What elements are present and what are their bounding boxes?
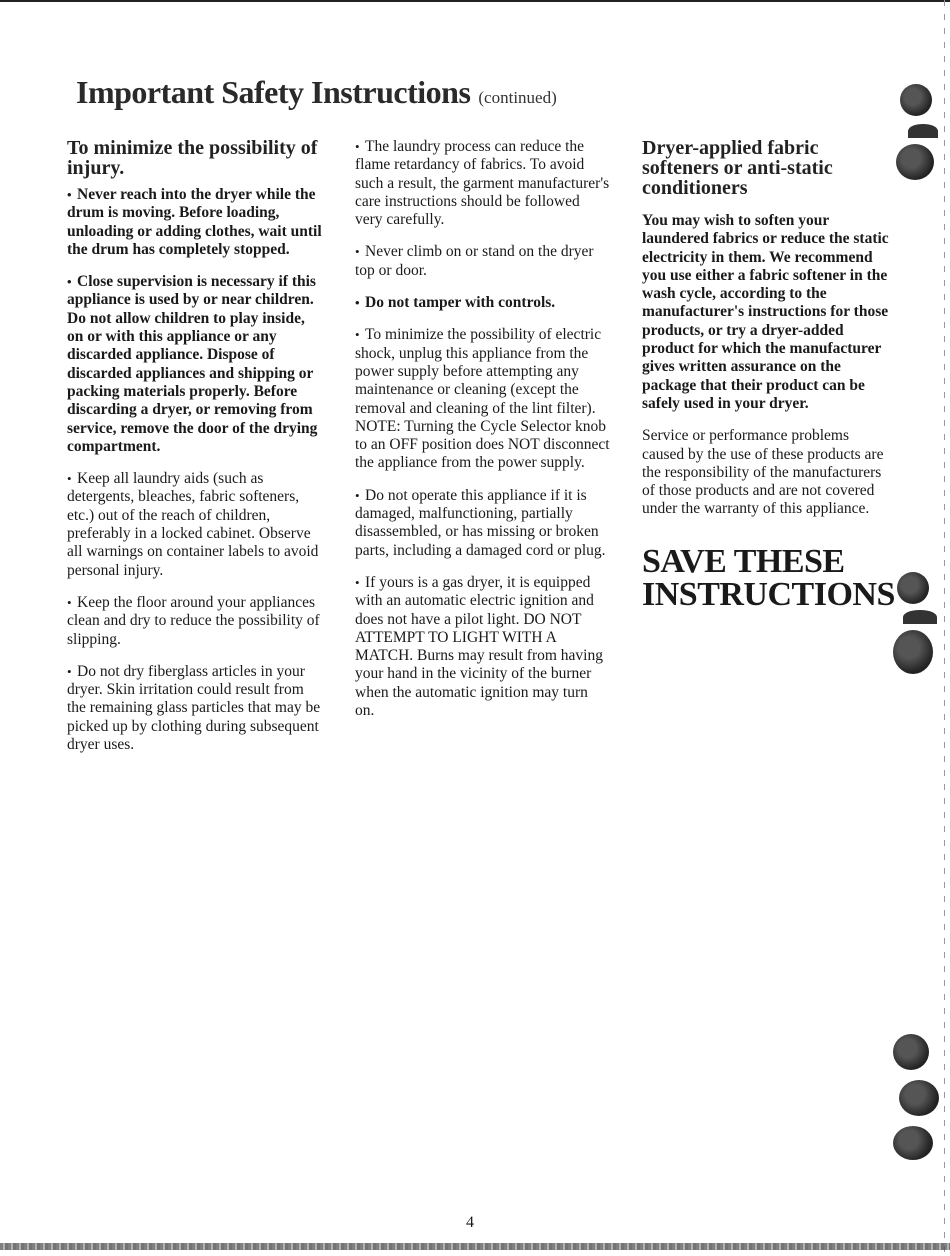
page-title-main: Important Safety Instructions — [76, 74, 471, 110]
softeners-paragraph: You may wish to soften your laundered fabrics or reduce the static electricity in them. We recommend you use either a fabric softener in the wash cycle, according to the manufacturer's instructions for those products, or try a dryer-added product for which the manufacturer gives written assurance on the package that their product can be safely used in your dryer. — [642, 212, 889, 412]
bullet-icon: • — [355, 574, 360, 590]
bullet-icon: • — [67, 471, 72, 487]
service-paragraph: Service or performance problems caused by the use of these products are the responsibility of the manufacturers of those products and are not covered under the warranty of this appliance. — [642, 427, 884, 518]
item-text: Keep all laundry aids (such as detergents, bleaches, fabric softeners, etc.) out of the reach of children, preferably in a locked cabinet. Observe all warnings on container labels to avoid personal injury. — [67, 470, 319, 579]
item-text: Do not dry fiberglass articles in your dryer. Skin irritation could result from the remaining glass particles that may be picked up by clothing during subsequent dryer uses. — [67, 662, 321, 754]
save-line-1: SAVE THESE — [642, 542, 845, 580]
softeners-heading: Dryer-applied fabric softeners or anti-static conditioners — [642, 137, 833, 199]
list-item — [67, 273, 325, 456]
page-title-suffix: (continued) — [478, 88, 557, 107]
item-text: Do not operate this appliance if it is damaged, malfunctioning, partially disassembled, or has missing or broken parts, including a damaged cord or plug. — [355, 486, 606, 559]
ge-monogram-fragment-icon — [893, 572, 943, 680]
list-item — [355, 487, 610, 560]
bullet-icon: • — [67, 187, 72, 202]
item-text: Keep the floor around your appliances clean and dry to reduce the possibility of slipping. — [67, 593, 320, 648]
bullet-icon: • — [355, 295, 360, 311]
monogram-dot — [893, 1034, 929, 1070]
monogram-dot — [893, 630, 933, 674]
list-item — [355, 243, 610, 280]
column-injury — [67, 138, 325, 768]
list-item — [355, 138, 610, 229]
list-item — [355, 294, 610, 312]
top-border-rule — [0, 0, 950, 2]
item-text: To minimize the possibility of electric shock, unplug this appliance from the power supply before attempting any maintenance or cleaning (except the removal and cleaning of the lint filter). NOTE: Turning the Cycle Selector knob to an OFF position does NOT disconnect the appliance from the power supply. — [355, 326, 610, 472]
monogram-dome — [903, 610, 937, 624]
list-item — [67, 594, 325, 649]
item-text: If yours is a gas dryer, it is equipped with an automatic electric ignition and does not have a pilot light. DO NOT ATTEMPT TO LIGHT WITH A MATCH. Burns may result from having your hand in the vicinity of the burner when the automatic ignition may turn on. — [355, 573, 603, 720]
injury-heading: To minimize the possibility of injury. — [67, 137, 318, 179]
bullet-icon: • — [67, 594, 72, 610]
item-text: Never climb on or stand on the dryer top or door. — [355, 243, 594, 279]
bullet-icon: • — [355, 487, 360, 503]
ge-monogram-fragment-icon — [893, 1034, 943, 1162]
list-item — [67, 663, 325, 754]
item-text: The laundry process can reduce the flame retardancy of fabrics. To avoid such a result, the garment manufacturer's care instructions should be followed very carefully. — [355, 138, 610, 229]
list-item — [67, 186, 325, 259]
monogram-dot — [897, 572, 929, 604]
bullet-icon: • — [67, 663, 72, 679]
list-item — [355, 574, 610, 720]
item-text: Never reach into the dryer while the drum is moving. Before loading, unloading or adding clothes, wait until the drum has completely stopped. — [67, 186, 322, 258]
list-item — [355, 326, 610, 472]
page-number: 4 — [466, 1214, 474, 1231]
bullet-icon: • — [67, 274, 72, 290]
bullet-icon: • — [355, 139, 360, 154]
bullet-icon: • — [355, 327, 360, 343]
monogram-dot — [896, 144, 934, 180]
monogram-dot — [893, 1126, 933, 1160]
ge-monogram-fragment-icon — [896, 84, 942, 184]
page-edge — [944, 0, 945, 1256]
bottom-border-rule — [0, 1243, 950, 1250]
monogram-dot — [900, 84, 932, 116]
item-text: Close supervision is necessary if this appliance is used by or near children. Do not allow children to play inside, on or with this appliance or any discarded appliance. Dispose of discarded appliances and shipping or packing materials properly. Before discarding a dryer, or removing from service, remove the door of the drying compartment. — [67, 273, 318, 455]
item-text: Do not tamper with controls. — [365, 294, 556, 312]
monogram-dot — [899, 1080, 939, 1116]
bullet-icon: • — [355, 244, 360, 260]
page-title — [76, 74, 557, 111]
save-line-2: INSTRUCTIONS — [642, 575, 895, 613]
column-safety-continued — [355, 138, 610, 734]
list-item — [67, 470, 325, 580]
save-instructions-heading — [642, 542, 895, 613]
monogram-dome — [908, 124, 938, 138]
column-fabric-softeners — [642, 137, 895, 613]
